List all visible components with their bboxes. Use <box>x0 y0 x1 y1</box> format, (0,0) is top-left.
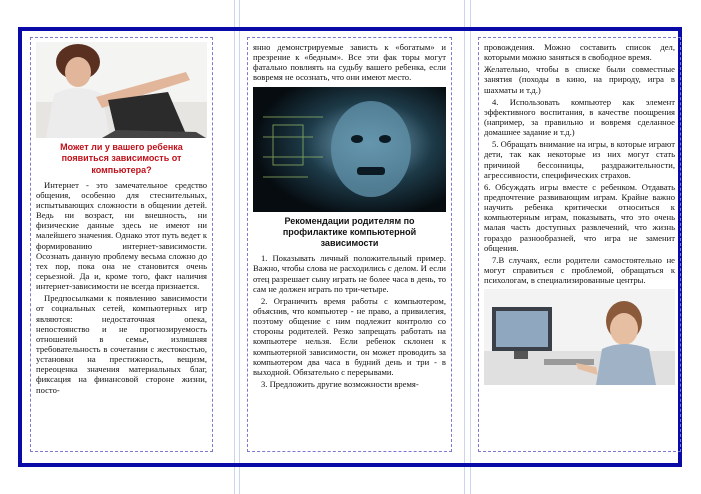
paragraph-internet-intro: Интернет - это замечательное средство общения, особенно для стеснительных, испытывающих сложности в общении детей. Ведь ни возраст, ни внешность, ни физические данные здесь не имеют ни малейшего значения. Однако этот путь ведет к формированию интернет-зависимости. Осознать данную проблему весьма сложно до тех пор, пока она не становится очень серьезной. Да и, кроме того, факт наличия интернет-зависимости не всегда признается. <box>36 179 207 292</box>
girl-at-laptop-photo <box>36 42 207 138</box>
recommendation-7: 7.В случаях, если родители самостоятельно не могут справиться с проблемой, обращаться к психологам, в специализированные центры. <box>484 254 675 286</box>
heading-dependence-question: Может ли у вашего ребенка появиться зависимость от компьютера? <box>60 142 183 175</box>
recommendation-4: 4. Использовать компьютер как элемент эффективного воспитания, в качестве поощрения (например, за правильно и вовремя сделанное домашнее задание и т.д.) <box>484 96 675 138</box>
recommendation-5: 5. Обращать внимание на игры, в которые играют дети, так как некоторые из них могут стать причиной бессонницы, раздражительности, агрессивности, специфических страхов. <box>484 139 675 180</box>
paragraph-preconditions: Предпосылками к появлению зависимости от социальных сетей, компьютерных игр являются: недостаточная опека, непостоянство и не прогнозируемость отношений в семье, излишняя требовательность в сочетании с жестокостью, установки на престижность, вещизм, переоценка значения материальных благ, фиксация на финансовой стороне жизни, посто- <box>36 293 207 395</box>
brochure-column-1 <box>30 37 213 452</box>
brochure-column-2 <box>247 37 452 452</box>
paragraph-joint-activities: Желательно, чтобы в списке были совместные занятия (походы в кино, на природу, игра в шахматы и т.д.) <box>484 64 675 95</box>
paragraph-continuation-envy: янно демонстрируемые зависть к «богатым» и презрение к «бедным». Все эти фак торы могут фатально повлиять на судьбу вашего ребенка, если вовремя не осознать, что они имеют место. <box>253 42 446 83</box>
boy-at-computer-photo <box>484 289 675 385</box>
recommendation-1: 1. Показывать личный положительный пример. Важно, чтобы слова не расходились с делом. И если отец разрешает сыну играть не более часа в день, то сам не должен играть по три-четыре. <box>253 253 446 294</box>
recommendation-2: 2. Ограничить время работы с компьютером, объяснив, что компьютер - не право, а привилегия, поэтому общение с ним подлежит контролю со стороны родителей. Резко запрещать работать на компьютере нельзя. Если ребенок склонен к компьютерной зависимости, он может проводить за компьютером два часа в будний день и три - в выходной. Обязательно с перерывами. <box>253 295 446 377</box>
boy-screen-glow-photo <box>253 87 446 212</box>
paragraph-continuation-pastime: провождения. Можно составить список дел, которыми можно заняться в свободное время. <box>484 42 675 63</box>
brochure-column-3 <box>478 37 681 452</box>
recommendation-6: 6. Обсуждать игры вместе с ребенком. Отдавать предпочтение развивающим играм. Крайне важно научить ребенка критически относиться к компьютерным играм, показывать, что это очень малая часть доступных развлечений, что жизнь гораздо разнообразней, что игра не заменит общения. <box>484 181 675 253</box>
heading-recommendations: Рекомендации родителям по профилактике компьютерной зависимости <box>282 215 417 249</box>
recommendation-3-start: 3. Предложить другие возможности время- <box>261 379 419 389</box>
